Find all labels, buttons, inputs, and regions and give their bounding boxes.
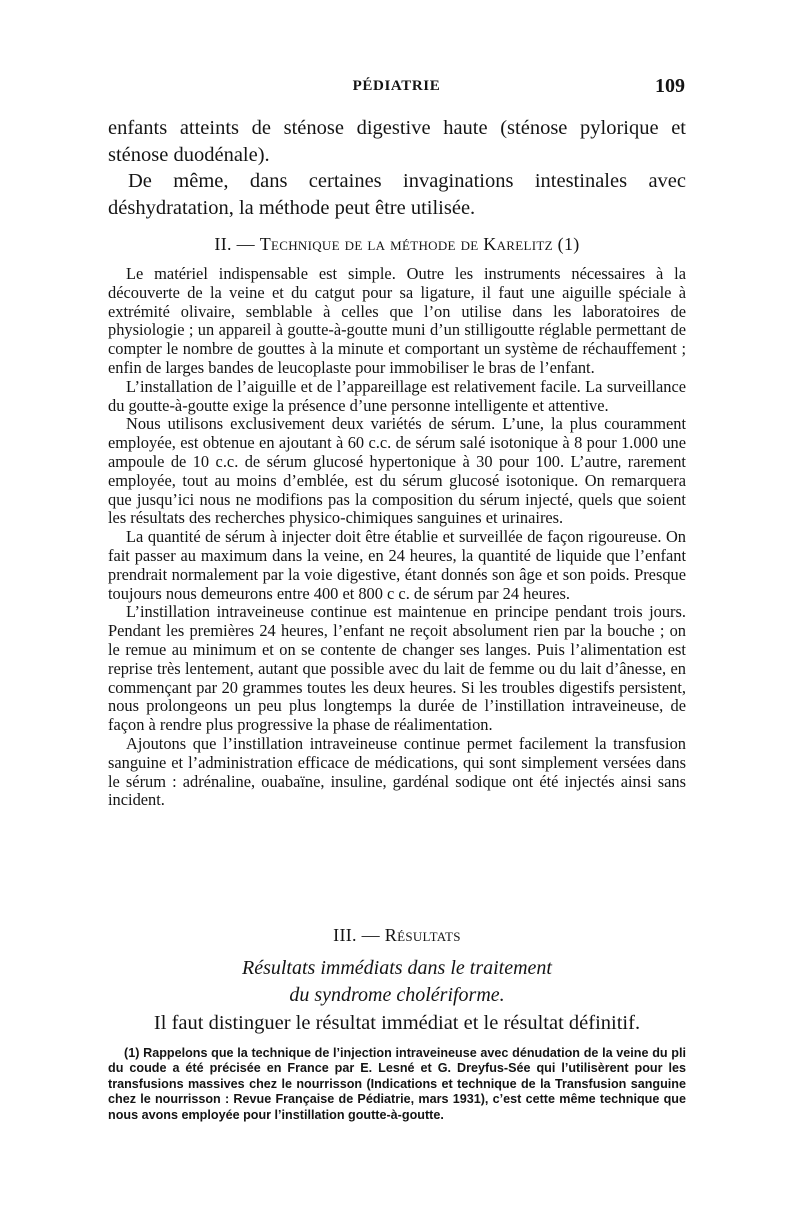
section-2-number: II. — [214,234,255,254]
section-2-body [108,265,686,810]
footnote [108,1046,686,1123]
footnote-reference: (1) [557,234,580,254]
footnote-text: (1) Rappelons que la technique de l’injection intraveineuse avec dénudation de la veine du pli du coude a été précisée en France par E. Lesné et G. Dreyfus-Sée qui l’utilisèrent pour les transfusions massives chez le nourrisson (Indications et technique de la Transfusion sanguine chez le nourrisson : Revue Française de Pédiatrie, mars 1931), c’est cette même technique que nous avons employée pour l’instillation goutte-à-goutte. [108,1046,686,1122]
section-3-heading [108,925,686,946]
section-3-title: Résultats [384,925,461,945]
body-paragraph: Ajoutons que l’instillation intraveineuse continue permet facilement la transfusion sanguine et l’administration efficace de médications, qui sont simplement versées dans le sérum : adrénaline, ouabaïne, insuline, gardénal sodique ont été injectés ainsi sans incident. [108,733,686,810]
section-2-heading [108,234,686,255]
section-2-title: Technique de la méthode de Karelitz [259,234,553,254]
body-paragraph: Le matériel indispensable est simple. Outre les instruments nécessaires à la découverte de la veine et du catgut pour sa ligature, il faut une aiguille spéciale à extrémité olivaire, semblable à celles que l’on utilise dans les laboratoires de physiologie ; un appareil à goutte-à-goutte muni d’un stilligoutte réglable permettant de compter le nombre de gouttes à la minute et comportant un système de réchauffement ; enfin de larges bandes de leucoplaste pour immobiliser le bras de l’enfant. [108,264,686,377]
lead-paragraph: enfants atteints de sténose digestive haute (sténose pylorique et sténose duodénale). [108,117,686,166]
lead-paragraphs [108,115,686,221]
body-paragraph: Nous utilisons exclusivement deux variétés de sérum. L’une, la plus couramment employée, est obtenue en ajoutant à 60 c.c. de sérum salé isotonique à 8 pour 1.000 une ampoule de 10 c.c. de sérum glucosé hypertonique à 30 pour 100. L’autre, rarement employée, tout au moins d’emblée, est du sérum glucosé isotonique. On remarquera que jusqu’ici nous ne modifions pas la composition du sérum injecté, quels que soient les résultats des recherches physico-chimiques sanguines et urinaires. [108,414,686,528]
body-paragraph: L’instillation intraveineuse continue est maintenue en principe pendant trois jours. Pendant les premières 24 heures, l’enfant ne reçoit absolument rien par la bouche ; on le remue au minimum et on se contente de changer ses langes. Puis l’alimentation est reprise très lentement, autant que possible avec du lait de femme ou du lait d’ânesse, en commençant par 20 grammes toutes les deux heures. Si les troubles digestifs persistent, nous prolongeons un peu plus longtemps la durée de l’instillation intraveineuse, de façon à rendre plus progressive la phase de réalimentation. [108,602,686,735]
subheading-line: du syndrome cholériforme. [289,984,505,1006]
running-title: PÉDIATRIE [352,78,441,94]
section-3-number: III. — [333,925,380,945]
body-paragraph: L’installation de l’aiguille et de l’appareillage est relativement facile. La surveillance du goutte-à-goutte exige la présence d’une personne intelligente et attentive. [108,376,686,415]
lead-paragraph: De même, dans certaines invaginations intestinales avec déshydratation, la méthode peut être utilisée. [108,170,686,219]
subheading-line: Résultats immédiats dans le traitement [242,957,552,979]
section-3-first-line: Il faut distinguer le résultat immédiat et le résultat définitif. [153,1012,641,1034]
page-number: 109 [655,75,685,97]
body-paragraph: La quantité de sérum à injecter doit être établie et surveillée de façon rigoureuse. On fait passer au maximum dans la veine, en 24 heures, la quantité de liquide que l’enfant prendrait normalement par la voie digestive, étant donnés son âge et son poids. Presque toujours nous demeurons entre 400 et 800 c c. de sérum par 24 heures. [108,527,686,603]
page-header [108,75,685,102]
section-3-subheading [108,955,686,1009]
